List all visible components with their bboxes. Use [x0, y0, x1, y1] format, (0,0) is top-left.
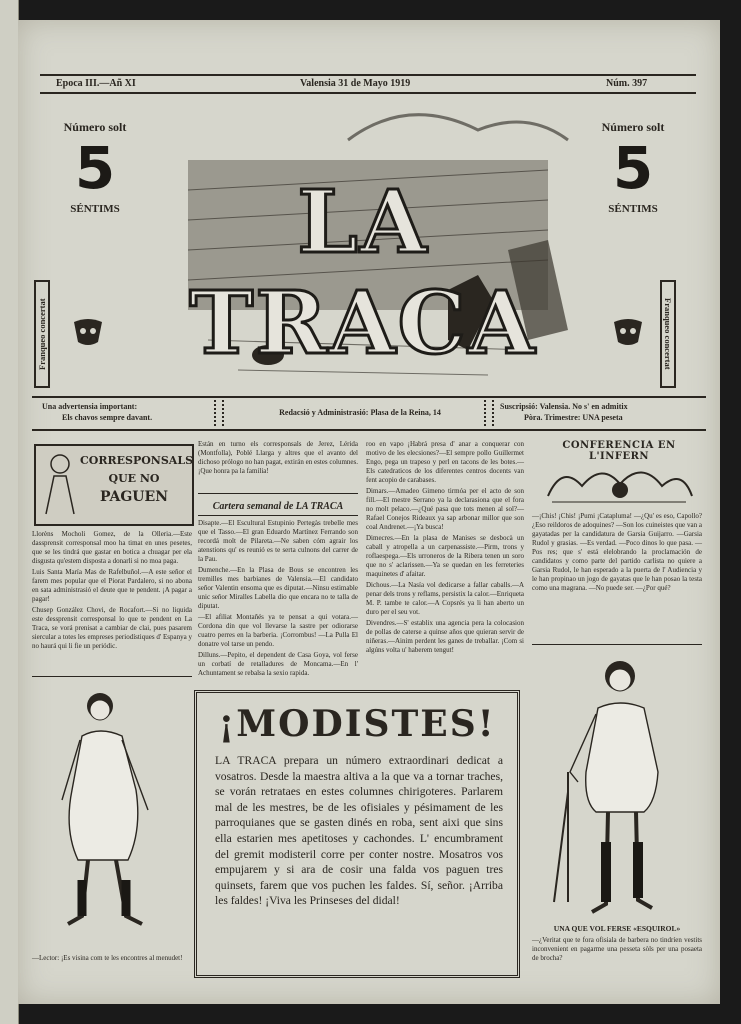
devil-cartoon-icon — [542, 456, 696, 510]
cartera-title: Cartera semanal de LA TRACA — [212, 501, 344, 512]
left-ornament-icon — [72, 318, 104, 346]
notice-block — [42, 401, 222, 423]
conferencia-text: —¡Chis! ¡Chis! ¡Pumi ¡Catapluma! —¿Qu' es eso, Capollo? ¿Eso reildoros de adoquines? —Son los cuineistes que van a gayatadas per la candidatura de Garsia Guijarro. —Garsia Rudol y grasias. —Es verdad. —Poco dinos lo que pasa. —Pos res; que s' está elelobrando la proclamación de candidatos y como parte del partido carlista no quiere a Garsia Rudol, le han esperado a la puerta de l' Audiencia y le han propinao un jogo de gayatas que le han posao la testa como una magrana. —No puede ser. —¿Por qué? — [532, 512, 702, 592]
conferencia-title: CONFERENCIA EN L'INFERN — [562, 440, 676, 462]
issue-number: Núm. 397 — [606, 78, 648, 89]
left-franqueo-stamp: Franqueo concertat — [34, 280, 50, 388]
corresponsals-text — [32, 530, 192, 651]
right-price-label: Número solt — [601, 120, 665, 134]
corresponsals-title-line1: CORRESPONSALS — [80, 454, 194, 467]
left-woman-illustration — [52, 680, 162, 930]
conferencia-header — [532, 440, 706, 510]
left-figure-caption: —Lector: ¡Es visina com te les encontres al menudet! — [32, 954, 183, 962]
corresponsals-title-line2: QUE NO — [108, 472, 160, 485]
column-rule — [198, 515, 358, 516]
notice-title: Una advertensia important: — [42, 402, 138, 411]
left-price-label: Número solt — [63, 120, 127, 134]
column-rule — [32, 676, 192, 677]
modistes-title: ¡MODISTES! — [218, 703, 496, 745]
middle-intro: Están en turno els corresponsals de Jerez, Lérida (Montfolla), Poblé Llarga y altres que el avanto del dichoso prólogo no han pagat, extirán en estes columnes. ¡Que honra pa la familia! — [198, 440, 358, 475]
cartera-entry: Dimars.—Amadeo Gimeno tirmóa per el acto de son fill.—El mestre Serrano ya la declarasiona que el fora no molt pelaco.—¿Qué pasa que tots menen al sol?—Rafael Conejos Rideaux ya sap arbonar millor que son coal Andrenet.—¡Ya busca! — [366, 487, 524, 531]
right-figure-caption-title: UNA QUE VOL FERSE «ESQUIROL» — [553, 924, 681, 933]
binding-spine — [0, 0, 19, 1024]
corresponsals-title — [80, 452, 194, 506]
masthead-illustration — [148, 100, 578, 390]
subscription-block — [500, 401, 700, 423]
right-figure-caption-text: —¿Veritat que te fora ofisiala de barbera no tindríen vestits inconvenient en pagarme una pesseta sòls per una posaeta de brocha? — [532, 936, 702, 962]
cartera-text — [198, 519, 358, 678]
cartera-entry: Divendres.—S' establix una agencia pera la colocasion de pollas de caterse a quinse años que quieran servir de niñeras.—Ainim perdent les ganes de treballar. ¡Com si algúns volta u' haberem tengut! — [366, 619, 524, 654]
top-rule — [40, 74, 696, 76]
column-rule — [532, 644, 702, 645]
epoch-label: Epoca III.—Añ XI — [56, 78, 136, 89]
left-price-box — [40, 120, 150, 215]
cartera-entry: Dimecres.—En la plasa de Manises se desbocà un caball y atropella a un carpenassiste.—Pirm, trons y roflaespega.—Els urroneros de la Ribera tenen un soro que no s' aclarissen.—Ya se quedan en les ferreteries maquinetes d' afaitar. — [366, 534, 524, 578]
right-woman-illustration — [548, 652, 688, 920]
divider-ornament — [214, 400, 224, 426]
column-rule — [198, 493, 358, 494]
corresponsals-banner — [34, 444, 194, 526]
date-label: Valensia 31 de Mayo 1919 — [300, 78, 411, 89]
right-ornament-icon — [612, 318, 644, 346]
right-price-box — [578, 120, 688, 215]
right-franqueo-stamp: Franqueo concertat — [660, 280, 676, 388]
cartera-entry: Disapte.—El Escultural Estupinio Pertegàs trebelle mes que el Tasso.—El gran Eduardo Martínez Ferrando son recordá molt de Pilareta.—Ne saben cóm agrair los atenstions qu' es reunió es te serta culnons del carrer de la Pau. — [198, 519, 358, 563]
right-price-unit: SÉNTIMS — [608, 203, 658, 215]
divider-ornament — [484, 400, 494, 426]
cartera-entry: Dilluns.—Pepito, el dependent de Casa Goya, vol ferse un corbatí de retalladures de Moncama.—En l' Achuntament se rebalsa la sexio rapida. — [198, 651, 358, 677]
infobar-bottom-rule — [32, 429, 706, 431]
third-column-text — [366, 440, 524, 655]
cartera-entry: —El afiliat Montañés ya te pensat a qui votara.—Cordona din que vol llevarse la sastre per odiorarse cuatro perres en la barberia. ¡Corrombus! —La Pulla El donatre vol tarse un pendo. — [198, 613, 358, 648]
subscription-line1: Suscripsió: Valensia. No s' en admitix — [500, 402, 628, 411]
modistes-announcement — [194, 690, 520, 978]
notice-text: Els chavos sempre davant. — [62, 413, 153, 422]
right-price-value: 5 — [612, 134, 654, 202]
corresponsal-entry: Llorèns Mocholi Gomez, de la Olleria.—Este dassprensit corresponsal moo ha timat en unes pesetes, que se les tindrá que gastar en botica a chuagar per ela disgusta qu'estem disposta a donarli si no moa paga. — [32, 530, 192, 565]
cartera-entry: Dichous.—La Nasía vol dedicarse a fallar caballs.—A penar dels trons y reflams, persistix la calor.—Enriqueta M. P. tambe te calor.—A Copsrés ya li han aberto un duro per el seu vot. — [366, 581, 524, 616]
corresponsal-entry: Luis Santa María Mas de Rafelbuñol.—A este señor el farem mes popular que el Piorat Pardalero, si no abona en sata administrasió el deute que te pendent. ¡A pagar a pagar! — [32, 568, 192, 603]
cartera-entry: Dumenche.—En la Plasa de Bous se encontren les tremilles mes barbianes de Valensia.—El candidato señor Valentin ensoma que es diputat.—Ninsu estimable unic señor Miralles Labella dio que encara no te talla de diputat. — [198, 566, 358, 610]
newspaper-page — [18, 20, 720, 1004]
cartoon-figure-icon — [40, 452, 80, 516]
modistes-body: LA TRACA prepara un número extraordinari dedicat a vosatros. Desde la maestra altiva a la que va a tornar traches, se vorán retrataes en estes columnes chirigoteres. Parlarem mal de les mestres, be de les ofisiales y pésimament de les parroquianes que se gasten dinés en roba, sent aixi que sins ella estarien mes apetitoses y cachondes. L' encumbrament del gremit modisteril corre per conter nostre. Mosatros vos empujarem y si ara de cosir una falda vos paguen tres quinsets, farem que vos puchen les faldes. Sí, señor. ¡Arriba les faldes! ¡Viva les Prinseses del didal! — [215, 754, 503, 908]
left-price-value: 5 — [74, 134, 116, 202]
masthead-title: LA TRACA — [189, 172, 537, 374]
corresponsal-entry: Chusep González Chovi, de Rocafort.—Si no liquida este dessprensit corresponsal lo que te pendent en La Traca, se vorá prenisat a cambiar de clai, pues pasarem siercular a totes les empreses periodístiques d' Espanya y no haurá qui li fie un periódic. — [32, 606, 192, 650]
address-line: Redacsió y Administrasió: Plasa de la Reina, 14 — [279, 408, 441, 417]
subscription-line2: Pòra. Trimestre: UNA peseta — [524, 413, 623, 422]
corresponsals-title-line3: PAGUEN — [99, 489, 168, 505]
cartera-entry: roo en vapo ¡Habrá presa d' anar a conquerar con motivo de les elecsiones?—El sempre pollo Guillermet Engo, pega un trapeso y perl en tacons de les botes.—Els catedraticos de los diferentes centros docents van fent acopio de carabases. — [366, 440, 524, 484]
left-price-unit: SÉNTIMS — [70, 203, 120, 215]
infobar-top-rule — [32, 396, 706, 398]
header-rule — [40, 92, 696, 94]
